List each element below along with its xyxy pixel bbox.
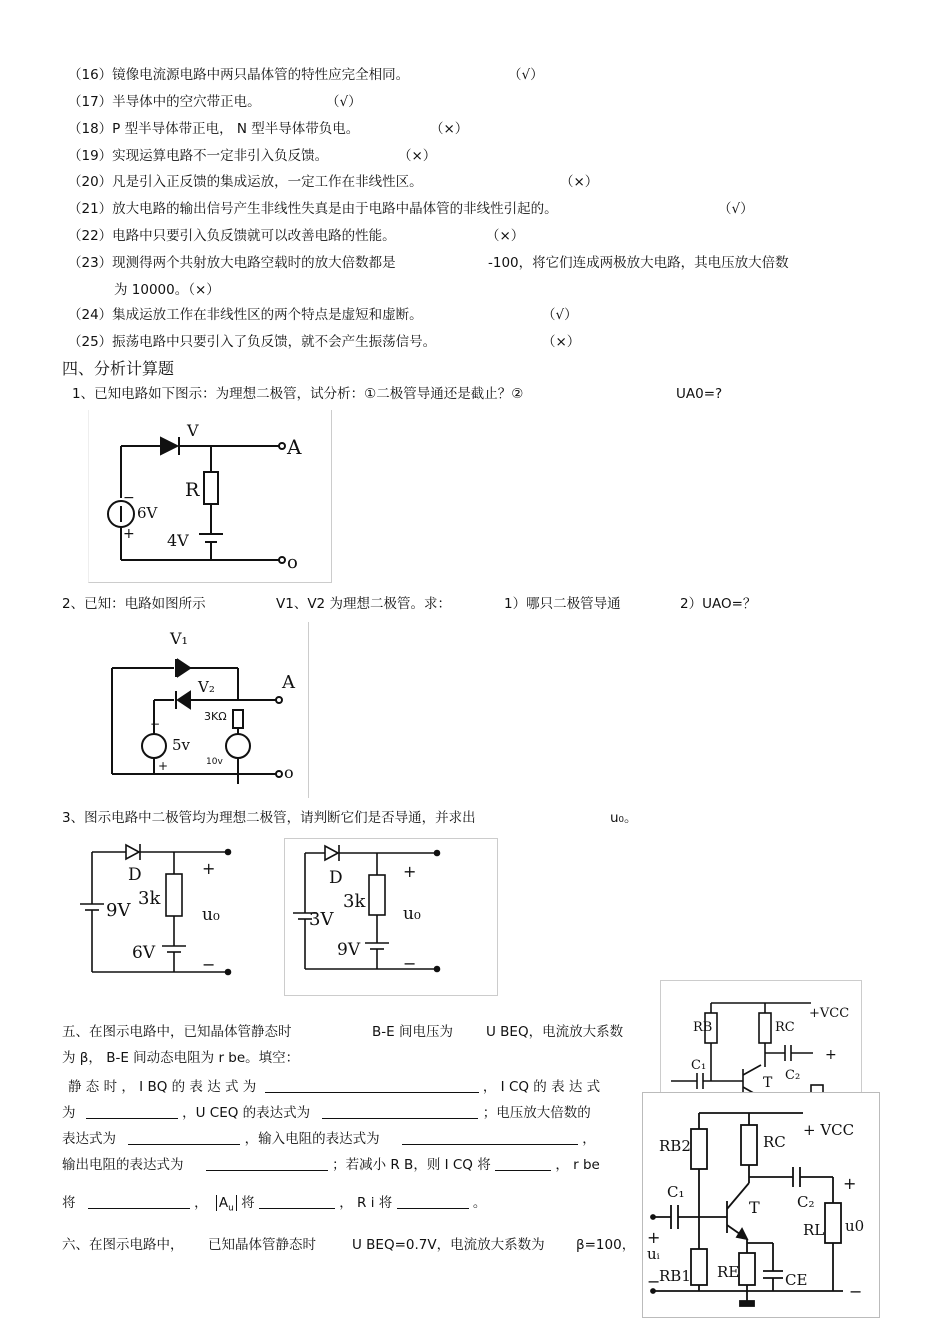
answer-text: -100，将它们连成两极放大电路，其电压放大倍数 <box>488 255 789 271</box>
question-text: （24）集成运放工作在非线性区的两个特点是虚短和虚断。 <box>68 307 423 323</box>
diode-d <box>126 845 139 859</box>
minus-sign: − <box>403 954 417 973</box>
label-u0: u₀ <box>202 905 220 925</box>
plus-sign: + <box>202 859 216 878</box>
question-text: 将 <box>241 1195 255 1211</box>
question-text: 1、已知电路如下图示：为理想二极管，试分析：①二极管导通还是截止？② <box>72 386 524 402</box>
q5-line-4 <box>62 1104 591 1122</box>
label-ui: uᵢ <box>647 1245 660 1263</box>
question-text: β=100， <box>576 1237 636 1253</box>
question-text: 为 10000。（×） <box>114 282 220 298</box>
q5-line-2: 为 β， B-E 间动态电阻为 r be。填空： <box>62 1050 300 1066</box>
question-text: B-E 间电压为 <box>372 1024 453 1040</box>
terminal <box>226 850 231 855</box>
judgment-line-21 <box>68 200 754 218</box>
answer-mark: （√） <box>718 201 754 217</box>
question-text: ， <box>194 1195 208 1211</box>
question-text: 五、在图示电路中，已知晶体管静态时 <box>62 1024 292 1040</box>
label-v2: V₂ <box>198 678 215 696</box>
ground-symbol <box>740 1301 754 1306</box>
blank-ibq[interactable] <box>265 1078 479 1093</box>
label-c1: C₁ <box>691 1058 707 1073</box>
label-uo: u0 <box>845 1217 865 1235</box>
q5-line-1 <box>62 1023 624 1041</box>
label-d: D <box>329 868 343 888</box>
terminal <box>435 967 440 972</box>
question-text: 2、已知：电路如图所示 <box>62 596 206 612</box>
diode-v1 <box>178 660 190 676</box>
question-text: 3、图示电路中二极管均为理想二极管，请判断它们是否导通，并求出 <box>62 810 476 826</box>
label-4v: 4V <box>167 531 189 550</box>
question-text: U BEQ，电流放大系数 <box>486 1024 624 1040</box>
minus-sign: − <box>123 490 135 506</box>
source-10v <box>226 734 250 758</box>
question-text: 。 <box>472 1195 487 1211</box>
label-rc: RC <box>763 1133 786 1151</box>
label-o: o <box>284 763 294 782</box>
au-symbol: A <box>218 1195 229 1211</box>
label-6v: 6V <box>137 504 158 522</box>
label-v: V <box>187 421 199 440</box>
blank-output-resistance[interactable] <box>206 1156 328 1171</box>
blank-au-change[interactable] <box>259 1194 335 1209</box>
label-d: D <box>128 865 142 885</box>
question-text: 输出电阻的表达式为 <box>62 1157 184 1173</box>
question-text: ，输入电阻的表达式为 <box>244 1131 380 1147</box>
plus-sign: + <box>403 862 417 881</box>
answer-mark: （√） <box>326 94 362 110</box>
label-5v: 5v <box>172 736 191 754</box>
question-text: （17）半导体中的空穴带正电。 <box>68 94 261 110</box>
question-text: ；电压放大倍数的 <box>482 1105 591 1121</box>
minus-sign: − <box>849 1282 863 1301</box>
answer-mark: （×） <box>542 334 581 350</box>
minus-sign: − <box>150 717 161 731</box>
judgment-line-16 <box>68 66 544 84</box>
question-text: （18）P 型半导体带正电， N 型半导体带负电。 <box>68 121 360 137</box>
label-r: R <box>185 479 200 501</box>
question-text: 2）UAO=？ <box>680 596 757 612</box>
resistor-3k <box>369 875 385 915</box>
terminal <box>651 1215 655 1219</box>
answer-mark: （√） <box>542 307 578 323</box>
q5-line-3 <box>68 1078 600 1096</box>
question-3 <box>62 809 638 827</box>
label-rb2: RB2 <box>659 1137 691 1155</box>
label-t: T <box>763 1075 773 1091</box>
label-rb1: RB1 <box>659 1267 691 1285</box>
question-text: ，U CEQ 的表达式为 <box>182 1105 311 1121</box>
plus-sign: + <box>158 759 169 773</box>
resistor-rb1 <box>691 1249 707 1285</box>
resistor-rb2 <box>691 1129 707 1169</box>
judgment-line-22 <box>68 227 525 245</box>
judgment-line-17 <box>68 93 362 111</box>
label-rb: RB <box>693 1020 713 1035</box>
resistor-r <box>204 472 218 504</box>
diode-symbol <box>161 438 177 454</box>
figure-3a-circuit <box>68 838 282 994</box>
label-a: A <box>287 435 302 459</box>
label-3k: 3k <box>138 888 161 909</box>
question-text: 将 <box>62 1195 76 1211</box>
question-text: 1）哪只二极管导通 <box>504 596 621 612</box>
label-v1: V₁ <box>170 629 188 648</box>
label-t: T <box>749 1198 760 1217</box>
question-text: V1、V2 为理想二极管。求： <box>276 596 451 612</box>
label-vcc: + VCC <box>803 1121 855 1139</box>
label-rl: RL <box>803 1221 825 1239</box>
q5-line-7 <box>62 1194 486 1218</box>
question-text: （23）现测得两个共射放大电路空载时的放大倍数都是 <box>68 255 396 271</box>
section-title: 四、分析计算题 <box>62 359 175 378</box>
minus-sign: − <box>202 955 216 974</box>
label-ce: CE <box>785 1271 808 1289</box>
judgment-line-20 <box>68 173 599 191</box>
label-c2: C₂ <box>785 1068 801 1083</box>
question-text: （20）凡是引入正反馈的集成运放，一定工作在非线性区。 <box>68 174 423 190</box>
answer-mark: （×） <box>398 148 437 164</box>
transistor-collector <box>727 1183 749 1209</box>
q5-line-6 <box>62 1156 600 1174</box>
terminal-o <box>279 557 285 563</box>
source-5v <box>142 734 166 758</box>
question-text: 已知晶体管静态时 <box>208 1237 316 1253</box>
resistor-rc <box>741 1125 757 1165</box>
judgment-line-19 <box>68 147 437 165</box>
figure-2-circuit <box>98 622 309 798</box>
question-text: 表达式为 <box>62 1131 116 1147</box>
question-text: （16）镜像电流源电路中两只晶体管的特性应完全相同。 <box>68 67 410 83</box>
question-text: 静 态 时 ， I BQ 的 表 达 式 为 <box>68 1079 257 1095</box>
question-text: （25）振荡电路中只要引入了负反馈，就不会产生振荡信号。 <box>68 334 437 350</box>
label-a: A <box>282 672 295 693</box>
figure-3b-circuit <box>284 838 498 996</box>
question-text: ， R i 将 <box>339 1195 393 1211</box>
judgment-line-24 <box>68 306 578 324</box>
label-6v: 6V <box>132 943 156 963</box>
question-text: 为 <box>62 1105 76 1121</box>
question-1 <box>72 385 723 403</box>
blank-icq[interactable] <box>86 1104 178 1119</box>
figure-6-circuit <box>642 1092 880 1318</box>
label-vcc: +VCC <box>809 1006 850 1021</box>
label-9v: 9V <box>337 940 361 960</box>
label-rc: RC <box>775 1020 795 1035</box>
question-text: U BEQ=0.7V，电流放大系数为 <box>352 1237 545 1253</box>
question-text: ， I CQ 的 表 达 式 <box>482 1079 601 1095</box>
judgment-line-25 <box>68 333 581 351</box>
transistor-collector <box>743 1065 761 1075</box>
answer-mark: （√） <box>508 67 544 83</box>
answer-mark: （×） <box>486 228 525 244</box>
question-text: ， r be <box>555 1157 600 1173</box>
figure-1-circuit <box>88 410 332 583</box>
label-u0: u₀ <box>403 904 421 924</box>
blank-icq-change[interactable] <box>495 1156 551 1171</box>
blank-rbe-change[interactable] <box>88 1194 190 1209</box>
resistor-rc <box>759 1013 771 1043</box>
question-text: ， <box>582 1131 596 1147</box>
q6-line-1 <box>62 1236 636 1254</box>
resistor-rl <box>825 1203 841 1243</box>
minus-sign: − <box>647 1272 661 1291</box>
plus-sign: + <box>825 1047 837 1063</box>
label-9v: 9V <box>106 900 131 921</box>
blank-uceq[interactable] <box>322 1104 478 1119</box>
answer-mark: （×） <box>560 174 599 190</box>
blank-input-resistance[interactable] <box>402 1130 578 1145</box>
terminal-o <box>276 771 282 777</box>
judgment-line-23 <box>68 254 789 272</box>
question-tail: u₀。 <box>610 810 638 826</box>
judgment-line-23-cont <box>114 281 220 299</box>
question-tail: UA0=? <box>676 386 723 402</box>
answer-mark: （×） <box>430 121 469 137</box>
label-10v: 10v <box>206 757 223 767</box>
resistor-3k <box>166 874 182 916</box>
label-c1: C₁ <box>667 1183 685 1201</box>
question-text: （21）放大电路的输出信号产生非线性失真是由于电路中晶体管的非线性引起的。 <box>68 201 558 217</box>
au-subscript: u <box>228 1203 234 1214</box>
diode-v2 <box>178 692 190 708</box>
q5-line-5 <box>62 1130 596 1148</box>
question-text: 六、在图示电路中， <box>62 1237 184 1253</box>
terminal <box>435 851 440 856</box>
terminal-a <box>276 697 282 703</box>
label-c2: C₂ <box>797 1193 815 1211</box>
plus-sign: + <box>843 1174 857 1193</box>
question-text: （22）电路中只要引入负反馈就可以改善电路的性能。 <box>68 228 396 244</box>
label-re: RE <box>717 1263 740 1281</box>
abs-au <box>216 1195 237 1214</box>
plus-sign: + <box>123 526 135 542</box>
plus-sign: + <box>647 1228 661 1247</box>
label-3k: 3k <box>343 891 366 912</box>
question-2 <box>62 595 757 613</box>
emitter-arrow <box>737 1229 747 1239</box>
judgment-line-18 <box>68 120 469 138</box>
label-3k: 3KΩ <box>204 710 227 723</box>
terminal-a <box>279 443 285 449</box>
question-text: ；若减小 R B，则 I CQ 将 <box>332 1157 491 1173</box>
terminal <box>226 970 231 975</box>
label-o: o <box>287 552 298 573</box>
question-text: （19）实现运算电路不一定非引入负反馈。 <box>68 148 329 164</box>
resistor-re <box>739 1253 755 1285</box>
resistor-3k <box>233 710 243 728</box>
blank-gain[interactable] <box>128 1130 240 1145</box>
blank-ri-change[interactable] <box>397 1194 469 1209</box>
diode-d <box>325 846 338 860</box>
label-3v: 3V <box>309 909 334 930</box>
